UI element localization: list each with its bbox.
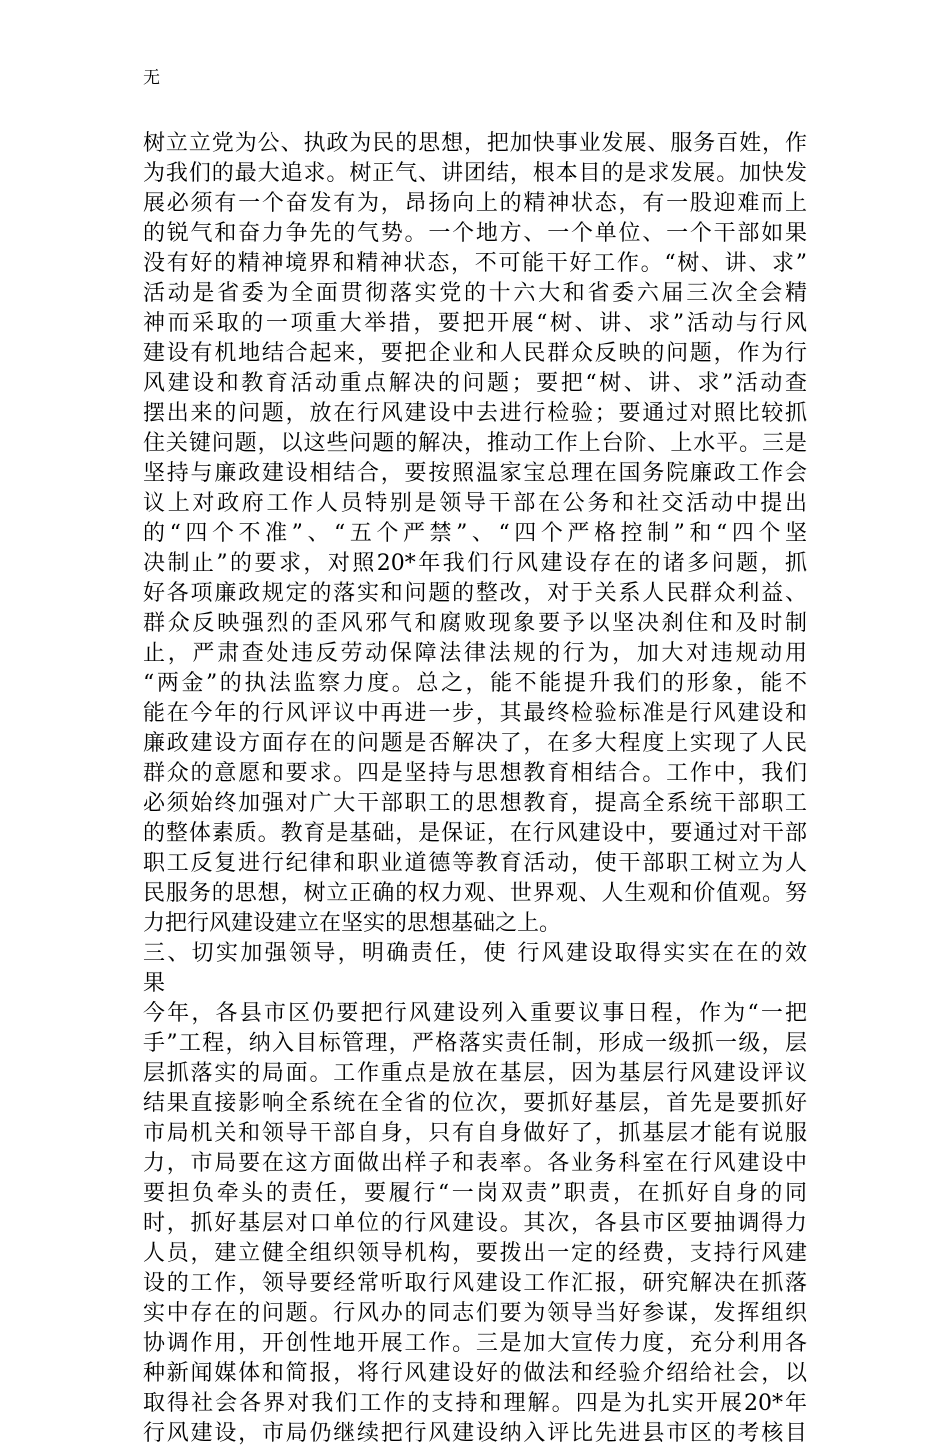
text-line: 民服务的思想，树立正确的权力观、世界观、人生观和价值观。努 (143, 881, 807, 906)
text-line: 种新闻媒体和简报，将行风建设好的做法和经验介绍给社会，以 (143, 1361, 807, 1386)
text-line: 止，严肃查处违反劳动保障法律法规的行为，加大对违规动用 (143, 641, 807, 666)
text-line: 没有好的精神境界和精神状态，不可能干好工作。“树、讲、求” (143, 251, 807, 276)
text-line: 设的工作，领导要经常听取行风建设工作汇报，研究解决在抓落 (143, 1271, 807, 1296)
page-header: 无 (143, 68, 160, 88)
text-line: 果 (143, 971, 166, 996)
text-line: 职工反复进行纪律和职业道德等教育活动，使干部职工树立为人 (143, 851, 807, 876)
body-text (143, 129, 807, 1449)
text-line: 群众反映强烈的歪风邪气和腐败现象要予以坚决刹住和及时制 (143, 611, 807, 636)
text-line: 人员，建立健全组织领导机构，要拨出一定的经费，支持行风建 (143, 1241, 807, 1266)
text-line: 市局机关和领导干部自身，只有自身做好了，抓基层才能有说服 (143, 1121, 807, 1146)
text-line: 取得社会各界对我们工作的支持和理解。四是为扎实开展20*年 (143, 1391, 807, 1416)
text-line: 三、切实加强领导，明确责任，使 行风建设取得实实在在的效 (143, 941, 807, 966)
text-line: 力，市局要在这方面做出样子和表率。各业务科室在行风建设中 (143, 1151, 807, 1176)
text-line: 实中存在的问题。行风办的同志们要为领导当好参谋，发挥组织 (143, 1301, 807, 1326)
text-line: 力把行风建设建立在坚实的思想基础之上。 (143, 911, 562, 936)
text-line: 层抓落实的局面。工作重点是放在基层，因为基层行风建设评议 (143, 1061, 807, 1086)
text-line: 协调作用，开创性地开展工作。三是加大宣传力度，充分利用各 (143, 1331, 807, 1356)
text-line: 群众的意愿和要求。四是坚持与思想教育相结合。工作中，我们 (143, 761, 807, 786)
text-line: 的整体素质。教育是基础，是保证，在行风建设中，要通过对干部 (143, 821, 807, 846)
text-line: 廉政建设方面存在的问题是否解决了，在多大程度上实现了人民 (143, 731, 807, 756)
text-line: 时，抓好基层对口单位的行风建设。其次，各县市区要抽调得力 (143, 1211, 807, 1236)
text-line: 今年，各县市区仍要把行风建设列入重要议事日程，作为“一把 (143, 1001, 807, 1026)
text-line: “两金”的执法监察力度。总之，能不能提升我们的形象，能不 (143, 671, 807, 696)
text-line: 议上对政府工作人员特别是领导干部在公务和社交活动中提出 (143, 491, 807, 516)
text-line: 住关键问题，以这些问题的解决，推动工作上台阶、上水平。三是 (143, 431, 807, 456)
text-line: 的“四个不准”、“五个严禁”、“四个严格控制”和“四个坚 (143, 521, 807, 546)
text-line: 好各项廉政规定的落实和问题的整改，对于关系人民群众利益、 (143, 581, 807, 606)
text-line: 必须始终加强对广大干部职工的思想教育，提高全系统干部职工 (143, 791, 807, 816)
text-line: 行风建设，市局仍继续把行风建设纳入评比先进县市区的考核目 (143, 1421, 807, 1446)
text-line: 树立立党为公、执政为民的思想，把加快事业发展、服务百姓，作 (143, 131, 807, 156)
text-line: 摆出来的问题，放在行风建设中去进行检验；要通过对照比较抓 (143, 401, 807, 426)
text-line: 要担负牵头的责任，要履行“一岗双责”职责，在抓好自身的同 (143, 1181, 807, 1206)
text-line: 活动是省委为全面贯彻落实党的十六大和省委六届三次全会精 (143, 281, 807, 306)
text-line: 能在今年的行风评议中再进一步，其最终检验标准是行风建设和 (143, 701, 807, 726)
text-line: 手”工程，纳入目标管理，严格落实责任制，形成一级抓一级，层 (143, 1031, 807, 1056)
text-line: 展必须有一个奋发有为，昂扬向上的精神状态，有一股迎难而上 (143, 191, 807, 216)
text-line: 的锐气和奋力争先的气势。一个地方、一个单位、一个干部如果 (143, 221, 807, 246)
text-line: 决制止”的要求，对照20*年我们行风建设存在的诸多问题，抓 (143, 551, 807, 576)
text-line: 坚持与廉政建设相结合，要按照温家宝总理在国务院廉政工作会 (143, 461, 807, 486)
text-line: 为我们的最大追求。树正气、讲团结，根本目的是求发展。加快发 (143, 161, 807, 186)
text-line: 神而采取的一项重大举措，要把开展“树、讲、求”活动与行风 (143, 311, 807, 336)
text-line: 结果直接影响全系统在全省的位次，要抓好基层，首先是要抓好 (143, 1091, 807, 1116)
text-line: 建设有机地结合起来，要把企业和人民群众反映的问题，作为行 (143, 341, 807, 366)
text-line: 风建设和教育活动重点解决的问题；要把“树、讲、求”活动查 (143, 371, 807, 396)
